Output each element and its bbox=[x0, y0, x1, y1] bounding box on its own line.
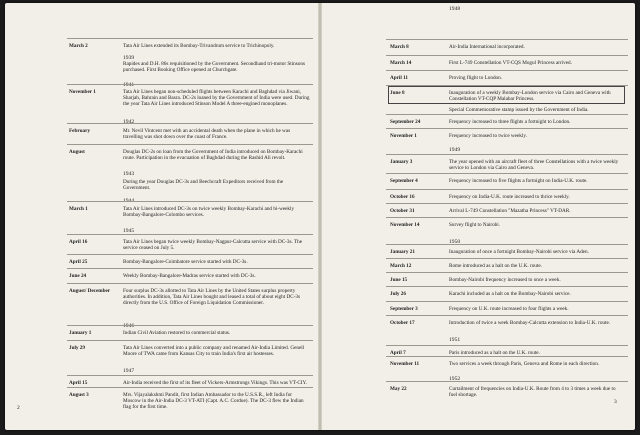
year-heading: 1942 bbox=[123, 119, 135, 125]
year-heading: 1939 bbox=[123, 55, 135, 61]
entry-text: Paris introduced as a halt on the U.K. route. bbox=[449, 350, 540, 356]
entry-date: September 3 bbox=[390, 306, 418, 312]
entry-date: April 11 bbox=[390, 75, 409, 81]
entry-date: August bbox=[69, 149, 85, 155]
entry-separator bbox=[386, 128, 628, 129]
entry-text: Survey flight to Nairobi. bbox=[449, 222, 501, 228]
entry-separator bbox=[386, 301, 628, 302]
entry-text: Mrs. Vijayalakshmi Pandit, first Indian Ambassador to the U.S.S.R., left India for Moscow in the Air-India DC-3 VT-ATI (Capt. A.C. Cordue). The DC-3 flew the Indian flag for the first time. bbox=[123, 392, 304, 411]
entry-date: July 26 bbox=[390, 291, 406, 297]
entry-text: First L-749 Constellation VT-CQS Mogul Princess arrived. bbox=[449, 60, 572, 66]
entry-date: January 1 bbox=[69, 330, 92, 336]
entry-text: Special Commemorative stamp issued by the Government of India. bbox=[449, 107, 589, 113]
entry-date: March 1 bbox=[69, 206, 88, 212]
entry-text: Frequency on U.K. route increased to four flights a week. bbox=[449, 306, 569, 312]
entry-text: Air-India International incorporated. bbox=[449, 44, 525, 50]
entry-separator bbox=[386, 315, 628, 316]
entry-separator bbox=[67, 234, 313, 235]
entry-separator bbox=[67, 144, 313, 145]
entry-text: Tata Air Lines began twice weekly Bombay-Nagpur-Calcutta service with DC-3s. The service ceased on July 5. bbox=[123, 239, 303, 252]
entry-separator bbox=[386, 244, 628, 245]
year-heading: 1944 bbox=[123, 198, 135, 204]
entry-separator bbox=[67, 201, 313, 202]
entry-text: Arrival L-749 Constellation "Mazatha Princess" VT-DAR. bbox=[449, 208, 571, 214]
entry-date: January 21 bbox=[390, 249, 415, 255]
entry-separator bbox=[67, 123, 313, 124]
entry-date: May 22 bbox=[390, 386, 407, 392]
entry-text: Frequency increased to twice weekly. bbox=[449, 133, 527, 139]
page-number: 3 bbox=[614, 399, 617, 405]
booklet-spread bbox=[5, 3, 635, 430]
entry-text: Bombay-Bangalore-Coimbatore service started with DC-3s. bbox=[123, 259, 248, 265]
entry-separator bbox=[386, 173, 628, 174]
entry-separator bbox=[67, 340, 313, 341]
entry-date: March 12 bbox=[390, 263, 412, 269]
entry-separator bbox=[67, 283, 313, 284]
entry-separator bbox=[386, 55, 628, 56]
year-heading: 1946 bbox=[123, 323, 135, 329]
entry-separator bbox=[386, 286, 628, 287]
entry-date: April 15 bbox=[69, 380, 88, 386]
year-heading: 1943 bbox=[123, 171, 135, 177]
entry-date: March 8 bbox=[390, 44, 409, 50]
entry-text: Douglas DC-2s on loan from the Government of India introduced on Bombay-Karachi route. Participation in the evacuation of Baghdad during the Rashid Ali revolt. bbox=[123, 149, 303, 162]
entry-date: November 11 bbox=[390, 361, 420, 367]
entry-text: Two services a week through Paris, Geneva and Rome in each direction. bbox=[449, 361, 600, 367]
year-heading: 1945 bbox=[123, 228, 135, 234]
entry-separator bbox=[67, 268, 313, 269]
entry-date: October 17 bbox=[390, 320, 415, 326]
entry-separator bbox=[386, 39, 628, 40]
entry-date: March 14 bbox=[390, 60, 412, 66]
year-heading: 1949 bbox=[449, 147, 461, 153]
entry-text: Proving flight to London. bbox=[449, 75, 503, 81]
entry-separator bbox=[67, 387, 313, 388]
year-heading: 1941 bbox=[123, 82, 135, 88]
entry-date: October 16 bbox=[390, 194, 415, 200]
entry-date: November 1 bbox=[69, 89, 96, 95]
entry-date: November 14 bbox=[390, 222, 420, 228]
entry-separator bbox=[386, 356, 628, 357]
entry-text: Karachi included as a halt on the Bombay-Nairobi service. bbox=[449, 291, 571, 297]
entry-text: Air-India received the first of its fleet of Vickers-Armstrongs Vikings. This was VT-CIY. bbox=[123, 380, 307, 386]
entry-text: Inauguration of once a fortnight Bombay-Nairobi service via Aden. bbox=[449, 249, 589, 255]
year-heading: 1952 bbox=[449, 376, 461, 382]
year-heading: 1950 bbox=[449, 239, 461, 245]
entry-text: Bombay-Nairobi frequency increased to once a week. bbox=[449, 277, 561, 283]
page-number: 2 bbox=[17, 405, 20, 411]
entry-text: Introduction of twice a week Bombay-Calcutta extension to India-U.K. route. bbox=[449, 320, 611, 326]
entry-date: June 8 bbox=[390, 90, 405, 96]
entry-text: Rapides and D.H. 86s requisitioned by the Government. Secondhand tri-motor Stinsons purchased. First Booking Office opened at Churchgate. bbox=[123, 61, 305, 74]
entry-text: Tata Air Lines introduced DC-3s on twice weekly Bombay-Karachi and bi-weekly Bombay-Bangalore-Colombo services. bbox=[123, 206, 295, 219]
entry-text: Inauguration of a weekly Bombay-London service via Cairo and Geneva with Constellation VT-CQP Malabar Princess. bbox=[449, 90, 611, 103]
entry-separator bbox=[386, 258, 628, 259]
entry-text: The year opened with an aircraft fleet of three Constellations with a twice weekly service to London via Cairo and Geneva. bbox=[449, 159, 619, 172]
entry-text: Mr. Nevil Vintcent met with an accidental death when the plane in which he was travelling was shot down over the coast of France. bbox=[123, 128, 291, 141]
entry-text: Weekly Bombay-Bangalore-Madras service started with DC-3s. bbox=[123, 273, 256, 279]
entry-date: September 24 bbox=[390, 119, 421, 125]
entry-date: October 31 bbox=[390, 208, 415, 214]
year-heading: 1947 bbox=[123, 368, 135, 374]
entry-separator bbox=[386, 217, 628, 218]
entry-date: February bbox=[69, 128, 91, 134]
entry-separator bbox=[386, 154, 628, 155]
entry-text: Frequency on India-U.K. route increased to thrice weekly. bbox=[449, 194, 570, 200]
entry-text: Tata Air Lines extended its Bombay-Trivandrum service to Trichinopoly. bbox=[123, 43, 275, 49]
entry-date: September 4 bbox=[390, 178, 418, 184]
entry-date: August/ December bbox=[69, 288, 111, 294]
entry-text: Tata Air Lines converted into a public company and renamed Air-India Limited. Genell Moore of TWA came from Kansas City to train India's first air hostesses. bbox=[123, 345, 305, 358]
entry-date: March 2 bbox=[69, 43, 88, 49]
entry-text: Frequency increased to five flights a fortnight on India-U.K. route. bbox=[449, 178, 588, 184]
entry-separator bbox=[386, 381, 628, 382]
entry-text: Rome introduced as a halt on the U.K. route. bbox=[449, 263, 542, 269]
entry-date: April 16 bbox=[69, 239, 88, 245]
entry-date: June 24 bbox=[69, 273, 87, 279]
right-page bbox=[322, 3, 635, 430]
entry-separator bbox=[67, 375, 313, 376]
entry-date: July 29 bbox=[69, 345, 85, 351]
entry-separator bbox=[67, 84, 313, 85]
entry-text: Tata Air Lines began non-scheduled flights between Karachi and Baghdad via Jiwani, Sharjah, Bahrain and Basra. DC-2s loaned by the Government of India were used. During the year Tata Air Lines introduced Stinson Model A three-engined monoplanes. bbox=[123, 89, 310, 108]
entry-text: Four surplus DC-3s allotted to Tata Air Lines by the United States surplus property authorities. In addition, Tata Air Lines bought and leased a total of about eight DC-3s directly from the U.S. Office of Foreign Liquidation Commissioner. bbox=[123, 288, 301, 307]
entry-date: June 15 bbox=[390, 277, 408, 283]
entry-text: During the year Douglas DC-3s and Beechcraft Expeditors received from the Government. bbox=[123, 179, 284, 192]
entry-separator bbox=[67, 38, 313, 39]
entry-date: April 7 bbox=[390, 350, 406, 356]
left-page bbox=[5, 3, 318, 430]
entry-separator bbox=[386, 114, 628, 115]
entry-separator bbox=[67, 325, 313, 326]
entry-separator bbox=[386, 70, 628, 71]
year-heading: 1951 bbox=[449, 337, 461, 343]
entry-date: January 3 bbox=[390, 159, 413, 165]
entry-text: Indian Civil Aviation restored to commercial status. bbox=[123, 330, 231, 336]
entry-separator bbox=[67, 254, 313, 255]
entry-separator bbox=[386, 203, 628, 204]
entry-date: April 25 bbox=[69, 259, 88, 265]
entry-separator bbox=[386, 189, 628, 190]
entry-date: November 1 bbox=[390, 133, 417, 139]
entry-separator bbox=[386, 272, 628, 273]
year-heading: 1948 bbox=[449, 6, 461, 12]
entry-text: Curtailment of frequencies on India-U.K. Route from 4 to 3 times a week due to fuel shortage. bbox=[449, 386, 616, 399]
entry-date: August 3 bbox=[69, 392, 89, 398]
entry-separator bbox=[386, 345, 628, 346]
entry-text: Frequency increased to three flights a fortnight to London. bbox=[449, 119, 571, 125]
